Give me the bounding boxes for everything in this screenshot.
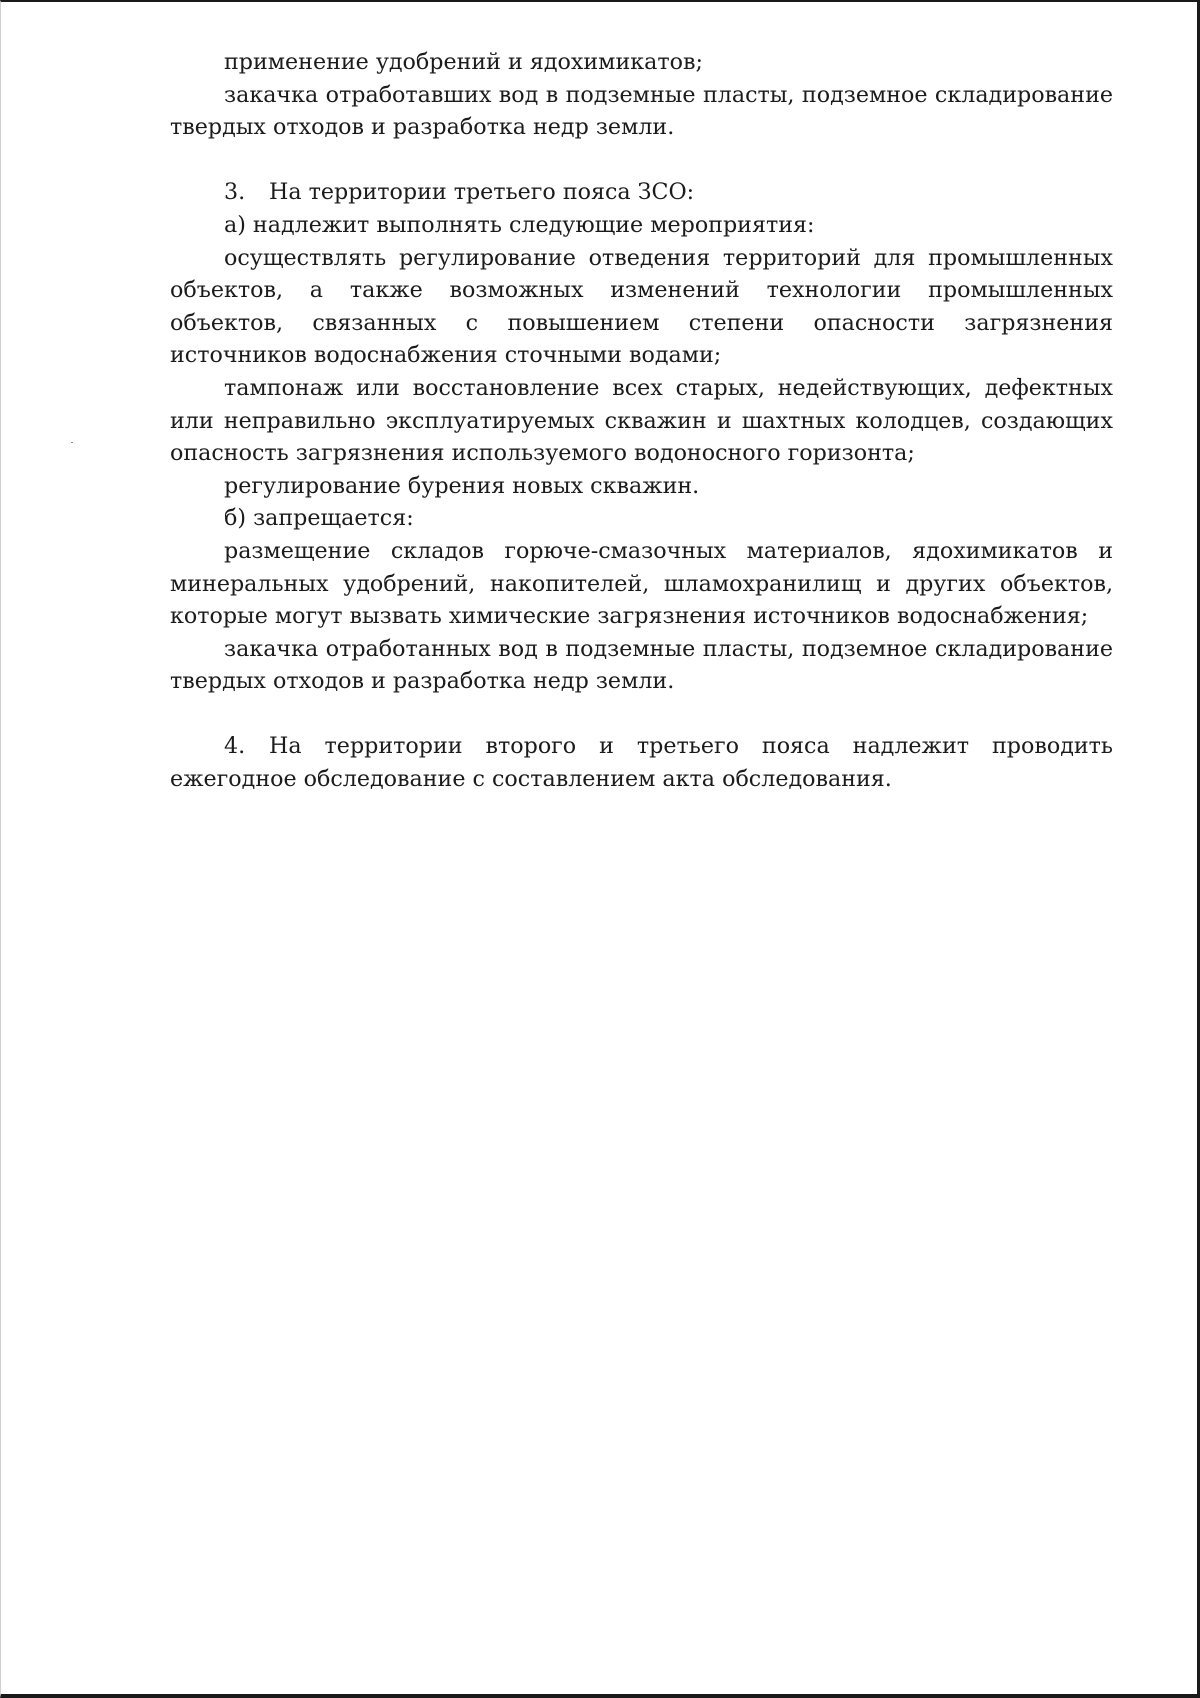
- paragraph-text: б) запрещается:: [224, 505, 414, 532]
- section-number: 3.: [224, 179, 246, 206]
- paragraph-spacer: [170, 144, 1113, 177]
- paragraph-well-plugging: [170, 372, 1113, 470]
- paragraph-spacer: [170, 698, 1113, 731]
- document-body: [170, 46, 1113, 796]
- paragraph-text: применение удобрений и ядохимикатов;: [224, 49, 703, 75]
- section-number: 4.: [224, 733, 246, 760]
- paragraph-drilling-regulation: [170, 470, 1113, 503]
- paragraph-text: закачка отработанных вод в подземные пласты, подземное складирование твердых отходов и разработка недр земли.: [170, 635, 1113, 695]
- section-4-paragraph: [170, 730, 1113, 795]
- paragraph-text: а) надлежит выполнять следующие мероприятия:: [224, 211, 815, 238]
- paragraph-injection-zone2: [170, 79, 1113, 144]
- paragraph-injection-zone3: [170, 633, 1113, 698]
- section-3-heading: [170, 176, 1113, 209]
- paragraph-text: размещение складов горюче-смазочных материалов, ядохимикатов и минеральных удобрений, накопителей, шламохранилищ и других объектов, которые могут вызвать химические загрязнения источников водоснабжения;: [170, 537, 1113, 630]
- paragraph-text: осуществлять регулирование отведения территорий для промышленных объектов, а также возможных изменений технологии промышленных объектов, связанных с повышением степени опасности загрязнения источников водоснабжения сточными водами;: [170, 244, 1113, 369]
- section-heading-text: На территории третьего пояса ЗСО:: [269, 179, 695, 206]
- paragraph-text: тампонаж или восстановление всех старых, недействующих, дефектных или неправильно эксплуатируемых скважин и шахтных колодцев, создающих опасность загрязнения используемого водоносного горизонта;: [170, 374, 1113, 467]
- paragraph-fertilizers: [170, 46, 1113, 79]
- paragraph-text: регулирование бурения новых скважин.: [224, 472, 700, 499]
- scan-speck: [71, 442, 73, 443]
- paragraph-storage-placement: [170, 535, 1113, 633]
- paragraph-text: закачка отработавших вод в подземные пласты, подземное складирование твердых отходов и разработка недр земли.: [170, 81, 1113, 141]
- paragraph-land-regulation: [170, 242, 1113, 372]
- paragraph-prohibited: [170, 502, 1113, 535]
- paragraph-text: На территории второго и третьего пояса надлежит проводить ежегодное обследование с составлением акта обследования.: [170, 733, 1113, 793]
- paragraph-required-measures: [170, 209, 1113, 242]
